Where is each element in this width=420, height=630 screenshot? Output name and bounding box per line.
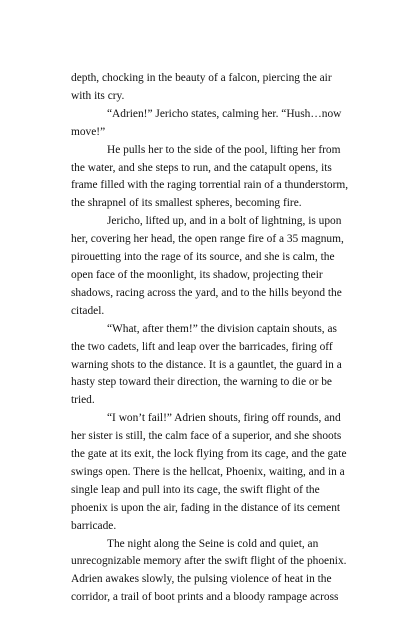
paragraph-3: He pulls her to the side of the pool, lifting her from the water, and she steps to run, and the catapult opens, its frame filled with the raging torrential rain of a thunderstorm, the shrapnel of its smallest spheres, becoming fire. [71, 143, 349, 210]
paragraph-6: “I won’t fail!” Adrien shouts, firing off rounds, and her sister is still, the calm face of a superior, and she shoots the gate at its exit, the lock flying from its cage, and the gate swings open. There is the hellcat, Phoenix, waiting, and in a single leap and pull into its cage, the swift flight of the phoenix is upon the air, fading in the distance of its cement barricade. [71, 412, 347, 532]
paragraph-5: “What, after them!” the division captain shouts, as the two cadets, lift and leap over the barricades, firing off warning shots to the distance. It is a gauntlet, the guard in a hasty step toward their direction, the warning to die or be tried. [71, 322, 342, 407]
paragraph-1: depth, chocking in the beauty of a falcon, piercing the air with its cry. [71, 72, 332, 102]
paragraph-2: “Adrien!” Jericho states, calming her. “Hush…now move!” [71, 107, 342, 138]
paragraph-4: Jericho, lifted up, and in a bolt of lightning, is upon her, covering her head, the open range fire of a 35 magnum, pirouetting into the rage of its source, and she is calm, the open face of the moonlight, its shadow, projecting their shadows, racing across the yard, and to the hills beyond the citadel. [71, 215, 344, 317]
paragraph-7: The night along the Seine is cold and quiet, an unrecognizable memory after the swift flight of the phoenix. Adrien awakes slowly, the pulsing violence of heat in the corridor, a trail of boot prints and a bloody rampage across [71, 537, 347, 604]
